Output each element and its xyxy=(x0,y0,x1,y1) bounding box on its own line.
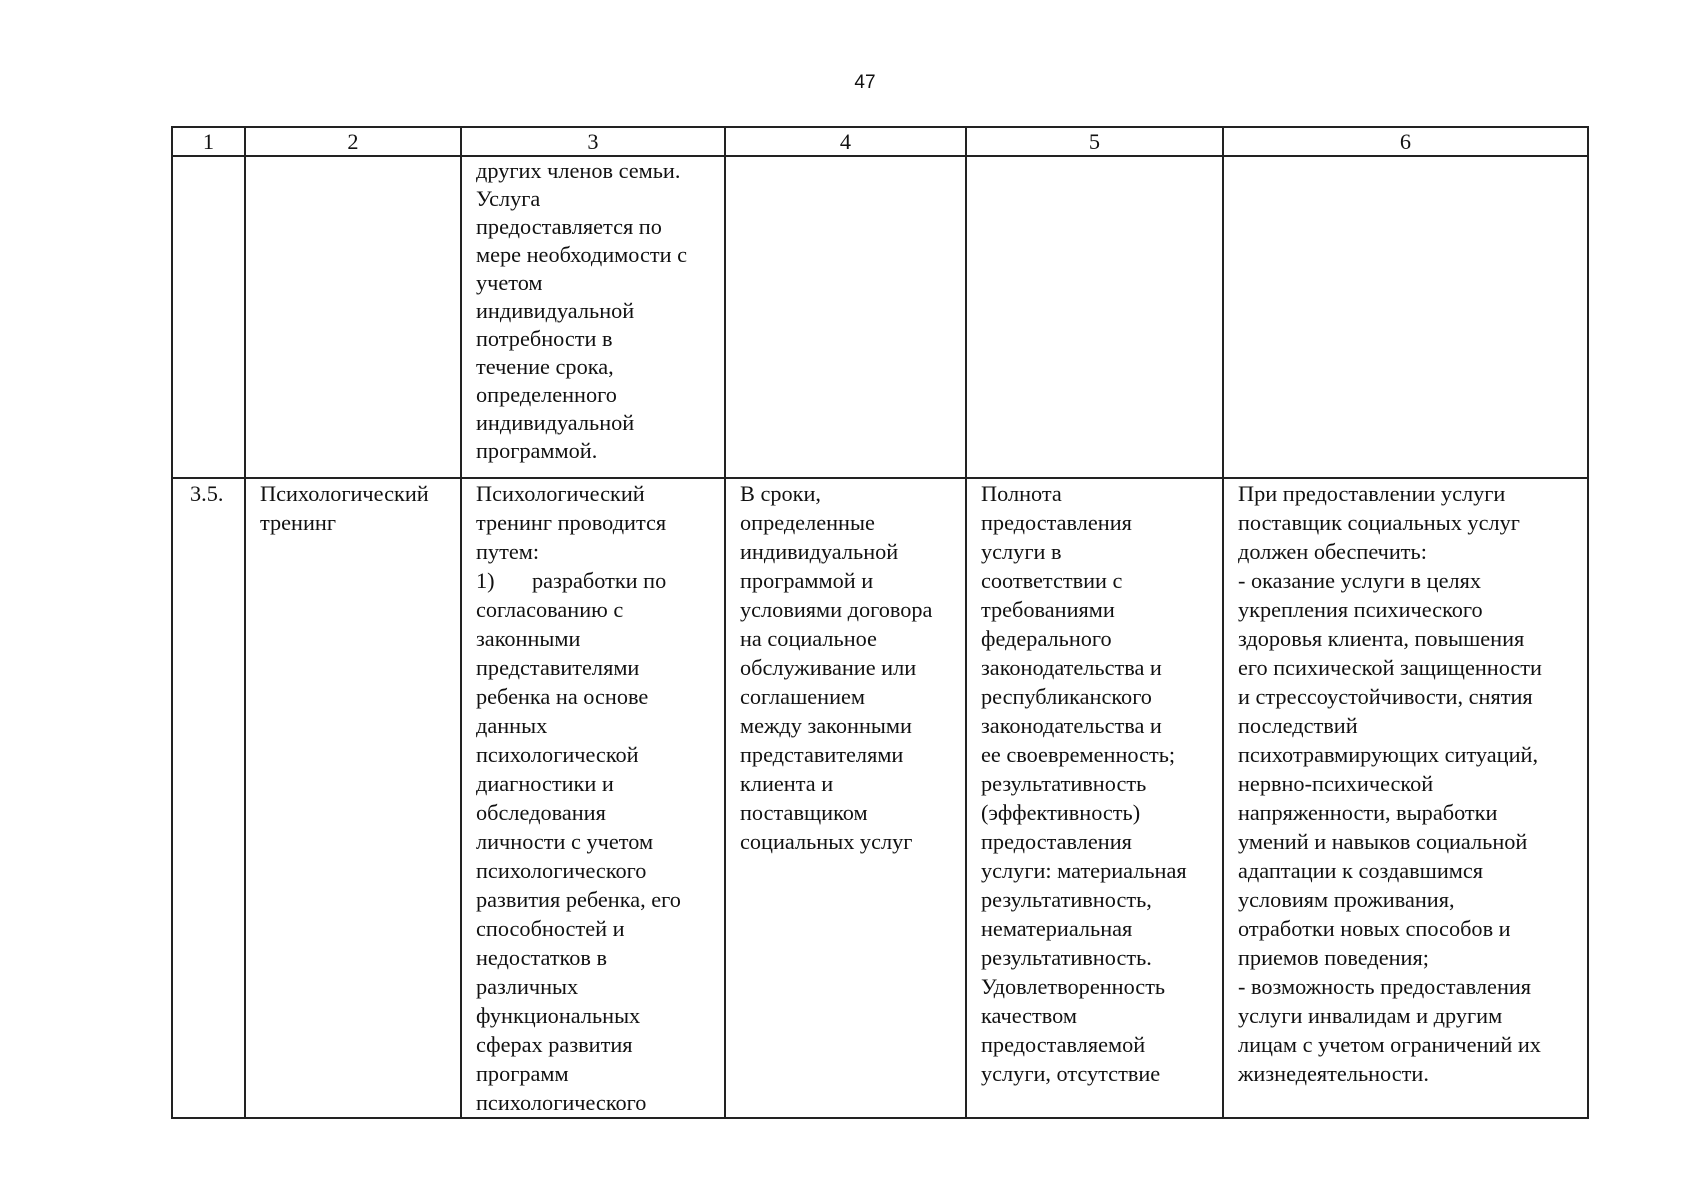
cell-text-line: условиям проживания, xyxy=(1238,887,1455,912)
cell-text-line: развития ребенка, его xyxy=(476,887,681,912)
cell-text-line: соглашением xyxy=(740,684,866,709)
cell-text-line: (эффективность) xyxy=(981,800,1141,825)
header-cell-3: 3 xyxy=(461,127,725,156)
cell-text-line: согласованию с xyxy=(476,597,624,622)
cell-text-line: психологического xyxy=(476,1090,647,1115)
cell-text-line: различных xyxy=(476,974,579,999)
table-row-continuation xyxy=(172,156,1588,478)
row1-col2-cell xyxy=(245,156,461,478)
row1-col5-cell xyxy=(966,156,1223,478)
cell-text-line: предоставления xyxy=(981,829,1132,854)
cell-text-line: психологического xyxy=(476,858,647,883)
cell-text-line: укрепления психического xyxy=(1238,597,1483,622)
cell-text-line: последствий xyxy=(1238,713,1358,738)
cell-text-line: должен обеспечить: xyxy=(1238,539,1427,564)
cell-text-line: Психологический xyxy=(476,481,645,506)
cell-text-line: законными xyxy=(476,626,581,651)
cell-text-line: ребенка на основе xyxy=(476,684,649,709)
cell-text-line: данных xyxy=(476,713,548,738)
cell-text-line: сферах развития xyxy=(476,1032,633,1057)
cell-text-line: При предоставлении услуги xyxy=(1238,481,1506,506)
cell-text-line: программ xyxy=(476,1061,569,1086)
cell-text-line: определенные xyxy=(740,510,875,535)
cell-text-line: приемов поведения; xyxy=(1238,945,1429,970)
cell-text-line: результативность. xyxy=(981,945,1152,970)
cell-text-line: мере необходимости с xyxy=(476,242,688,267)
cell-text-line: - возможность предоставления xyxy=(1238,974,1532,999)
table-header-row xyxy=(172,127,1588,156)
row1-col3-cell xyxy=(461,156,725,478)
cell-text-line: его психической защищенности xyxy=(1238,655,1542,680)
cell-text-line: психотравмирующих ситуаций, xyxy=(1238,742,1539,767)
cell-text-line: способностей и xyxy=(476,916,625,941)
cell-text-line: республиканского xyxy=(981,684,1152,709)
row1-col4-cell xyxy=(725,156,966,478)
cell-text-line: поставщик социальных услуг xyxy=(1238,510,1520,535)
cell-text-line: услуги: материальная xyxy=(981,858,1187,883)
cell-text-line: адаптации к создавшимся xyxy=(1238,858,1484,883)
cell-text-line: программой. xyxy=(476,438,598,463)
cell-text-line: обслуживание или xyxy=(740,655,917,680)
cell-text-line: услуги в xyxy=(981,539,1062,564)
cell-text-line: программой и xyxy=(740,568,874,593)
row2-description-cell xyxy=(461,478,725,1118)
header-cell-2: 2 xyxy=(245,127,461,156)
row2-conditions-cell xyxy=(1223,478,1588,1118)
cell-text-line: социальных услуг xyxy=(740,829,913,854)
header-cell-1: 1 xyxy=(172,127,245,156)
cell-text-line: требованиями xyxy=(981,597,1115,622)
page-number: 47 xyxy=(854,72,876,93)
cell-text-line: диагностики и xyxy=(476,771,614,796)
cell-text-line: федерального xyxy=(981,626,1112,651)
cell-text-line: результативность, xyxy=(981,887,1152,912)
cell-text-line: результативность xyxy=(981,771,1147,796)
header-cell-5: 5 xyxy=(966,127,1223,156)
cell-text-line: поставщиком xyxy=(740,800,868,825)
cell-text-line: психологической xyxy=(476,742,639,767)
cell-text-line: и стрессоустойчивости, снятия xyxy=(1238,684,1533,709)
cell-text-line: качеством xyxy=(981,1003,1078,1028)
cell-text-line: услуги инвалидам и другим xyxy=(1238,1003,1503,1028)
cell-text-line: лицам с учетом ограничений их xyxy=(1238,1032,1541,1057)
cell-text-line: на социальное xyxy=(740,626,877,651)
cell-text-line: В сроки, xyxy=(740,481,821,506)
cell-text-line: законодательства и xyxy=(981,713,1162,738)
row2-service-name-cell xyxy=(245,478,461,1118)
cell-text-line: определенного xyxy=(476,382,617,407)
cell-text-line: индивидуальной xyxy=(476,410,635,435)
cell-text-line: умений и навыков социальной xyxy=(1238,829,1528,854)
cell-text-line: напряженности, выработки xyxy=(1238,800,1498,825)
cell-text-line: нервно-психической xyxy=(1238,771,1434,796)
cell-text-line: законодательства и xyxy=(981,655,1162,680)
cell-text-line: нематериальная xyxy=(981,916,1133,941)
cell-text-line: индивидуальной xyxy=(740,539,899,564)
cell-text-line: между законными xyxy=(740,713,912,738)
cell-text-line: путем: xyxy=(476,539,540,564)
row2-quality-indicators-cell xyxy=(966,478,1223,1118)
cell-text-line: обследования xyxy=(476,800,606,825)
header-cell-4: 4 xyxy=(725,127,966,156)
cell-text-line: личности с учетом xyxy=(476,829,654,854)
cell-text-line: индивидуальной xyxy=(476,298,635,323)
row1-col1-cell xyxy=(172,156,245,478)
cell-text-line: условиями договора xyxy=(740,597,933,622)
row2-number-cell: 3.5. xyxy=(172,478,245,1118)
list-item-text: разработки по xyxy=(532,568,667,593)
cell-text-line: Психологический xyxy=(260,481,429,506)
cell-text-line: других членов семьи. xyxy=(476,158,681,183)
cell-text-line: тренинг проводится xyxy=(476,510,667,535)
cell-text-line: жизнедеятельности. xyxy=(1238,1061,1429,1086)
cell-text-line: ее своевременность; xyxy=(981,742,1176,767)
cell-text-line: Полнота xyxy=(981,481,1062,506)
cell-text-line: недостатков в xyxy=(476,945,608,970)
cell-text-line: Удовлетворенность xyxy=(981,974,1166,999)
cell-text-line: отработки новых способов и xyxy=(1238,916,1511,941)
cell-text-line xyxy=(476,566,716,595)
cell-text-line: тренинг xyxy=(260,510,337,535)
cell-text-line: функциональных xyxy=(476,1003,641,1028)
row2-terms-cell xyxy=(725,478,966,1118)
cell-text-line: - оказание услуги в целях xyxy=(1238,568,1482,593)
cell-text-line: соответствии с xyxy=(981,568,1123,593)
cell-text-line: течение срока, xyxy=(476,354,614,379)
cell-text-line: клиента и xyxy=(740,771,834,796)
cell-text-line: услуги, отсутствие xyxy=(981,1061,1161,1086)
table-row-3-5 xyxy=(172,478,1588,1118)
services-table xyxy=(171,126,1589,1119)
row1-col6-cell xyxy=(1223,156,1588,478)
cell-text-line: здоровья клиента, повышения xyxy=(1238,626,1525,651)
list-item-marker: 1) xyxy=(476,568,495,593)
cell-text-line: представителями xyxy=(740,742,904,767)
cell-text-line: предоставляется по xyxy=(476,214,662,239)
cell-text-line: потребности в xyxy=(476,326,613,351)
cell-text-line: предоставляемой xyxy=(981,1032,1146,1057)
cell-text-line: представителями xyxy=(476,655,640,680)
cell-text-line: Услуга xyxy=(476,186,541,211)
header-cell-6: 6 xyxy=(1223,127,1588,156)
cell-text-line: учетом xyxy=(476,270,543,295)
cell-text-line: предоставления xyxy=(981,510,1132,535)
